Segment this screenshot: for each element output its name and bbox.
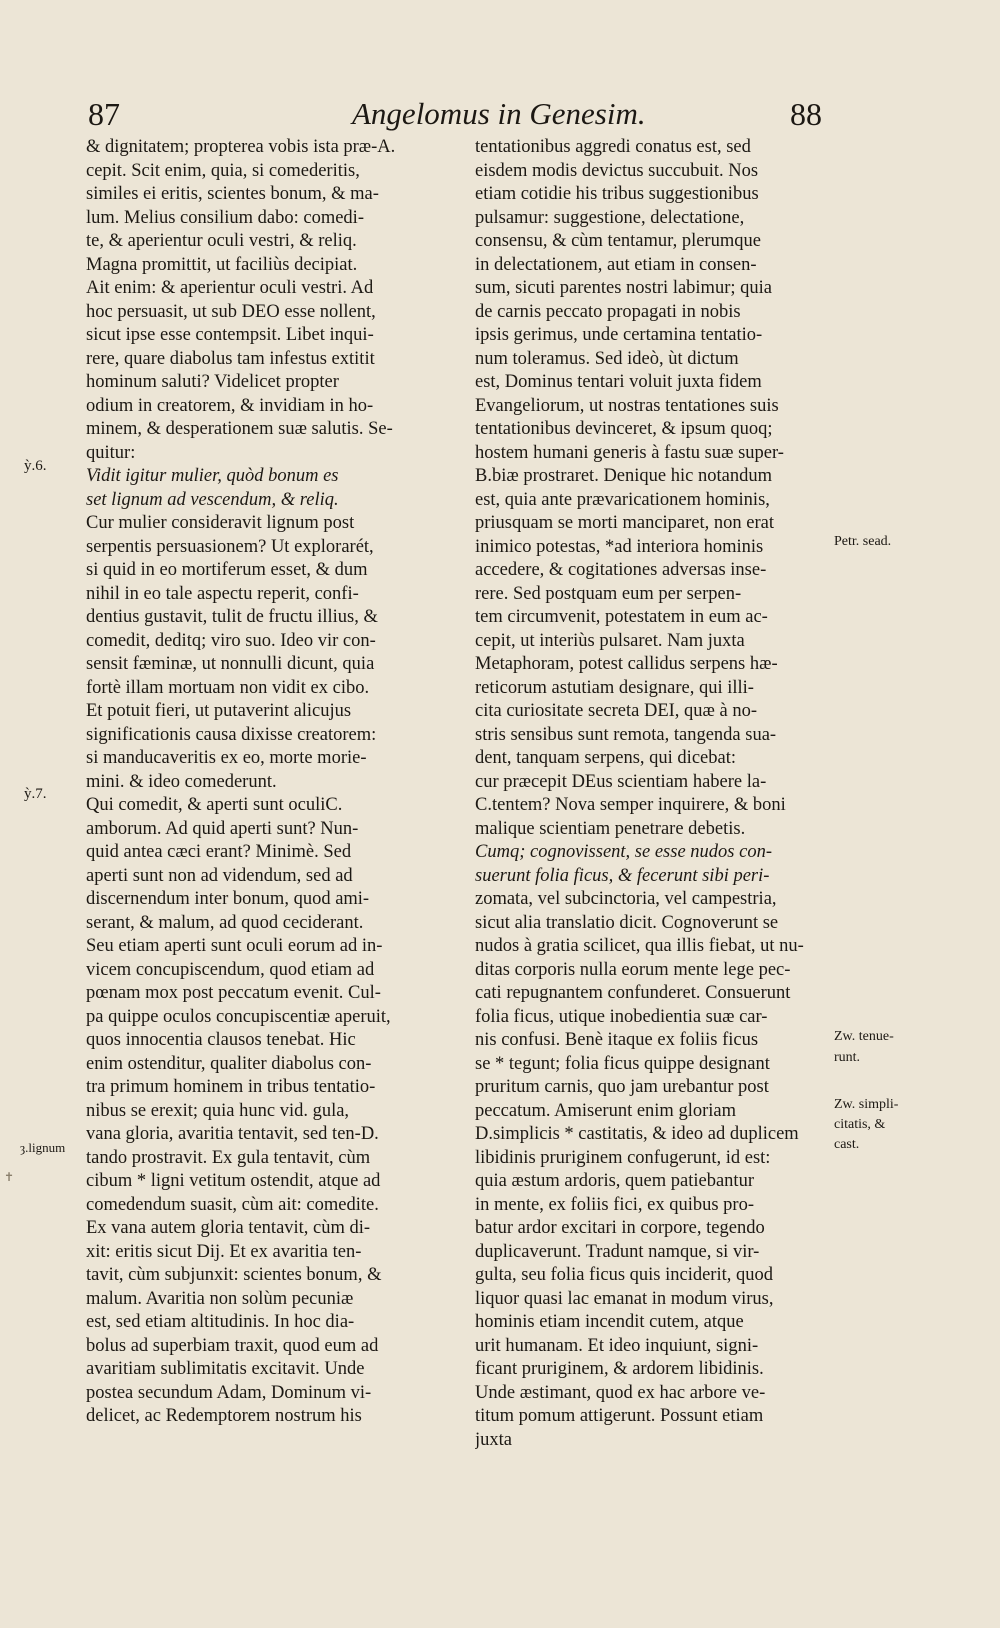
text-line: tra primum hominem in tribus tentatio- [86,1077,376,1097]
text-line: Evangeliorum, ut nostras tentationes suis [475,395,779,416]
text-line: vicem concupiscendum, quod etiam ad [86,959,375,980]
text-line: C.tentem? Nova semper inquirere, & boni [475,795,786,815]
text-line: comedit, deditq; viro suo. Ideo vir con- [86,630,376,651]
text-line: folia ficus, utique inobedientia suæ car- [475,1006,768,1027]
text-line: aperti sunt non ad videndum, sed ad [86,865,353,886]
text-line: comedendum suasit, cùm ait: comedite. [86,1194,379,1215]
text-line: tentationibus devinceret, & ipsum quoq; [475,419,773,439]
text-line: cepit, ut interiùs pulsaret. Nam juxta [475,630,745,651]
text-line: titum pomum attigerunt. Possunt etiam [475,1406,764,1426]
text-line: Et potuit fieri, ut putaverint alicujus [86,701,352,721]
text-line: delicet, ac Redemptorem nostrum his [86,1406,362,1426]
text-line: serpentis persuasionem? Ut explorarét, [86,536,374,557]
text-line: reticorum astutiam designare, qui illi- [475,677,754,698]
text-line: ditas corporis nulla eorum mente lege pec- [475,959,791,980]
text-line: Qui comedit, & aperti sunt oculiC. [86,795,343,815]
margin-note-runt: runt. [834,1050,861,1065]
text-line: quitur: [86,442,136,463]
text-line: pulsamur: suggestione, delectatione, [475,207,745,228]
text-line: lum. Melius consilium dabo: comedi- [86,207,364,228]
text-line: hoc persuasit, ut sub DEO esse nollent, [86,301,376,322]
text-line: tentationibus aggredi conatus est, sed [475,137,751,157]
text-line: zomata, vel subcinctoria, vel campestria, [475,889,777,909]
text-line: se * tegunt; folia ficus quippe designant [475,1053,770,1074]
margin-cross-mark: ✝ [4,1170,15,1184]
text-line: sum, sicuti parentes nostri labimur; quia [475,278,772,298]
text-line: dentius gustavit, tulit de fructu illius, & [86,607,378,627]
text-line: ficant pruriginem, & ardorem libidinis. [475,1359,764,1379]
text-line: malique scientiam penetrare debetis. [475,818,746,839]
text-line: quos innocentia clausos tenebat. Hic [86,1030,356,1050]
text-line: similes ei eritis, scientes bonum, & ma- [86,184,379,204]
text-line: te, & aperientur oculi vestri, & reliq. [86,231,357,251]
text-line: Magna promittit, ut faciliùs decipiat. [86,254,358,275]
text-line: & dignitatem; propterea vobis ista præ-A. [86,137,396,157]
margin-verse-6: ỳ.6. [24,458,47,474]
text-line: Ait enim: & aperientur oculi vestri. Ad [86,278,374,298]
text-line: mini. & ideo comederunt. [86,771,277,792]
margin-note-citatis: citatis, & [834,1117,886,1132]
text-line: vana gloria, avaritia tentavit, sed ten-D. [86,1124,379,1144]
text-line: etiam cotidie his tribus suggestionibus [475,184,759,204]
text-line: si manducaveritis ex eo, morte morie- [86,748,367,768]
text-line: cepit. Scit enim, quia, si comederitis, [86,160,360,181]
text-line: juxta [475,1429,512,1450]
text-line: quia æstum ardoris, quem patiebantur [475,1171,754,1191]
text-line: avaritiam sublimitatis excitavit. Unde [86,1359,365,1379]
text-line: Metaphoram, potest callidus serpens hæ- [475,654,778,674]
text-line: accedere, & cogitationes adversas inse- [475,560,767,580]
text-line: pa quippe oculos concupiscentiæ aperuit, [86,1006,391,1027]
text-line: tando prostravit. Ex gula tentavit, cùm [86,1147,371,1168]
text-line: est, sed etiam altitudinis. In hoc dia- [86,1312,355,1332]
margin-verse-7: ỳ.7. [24,786,47,802]
text-line: inimico potestas, *ad interiora hominis [475,536,764,557]
text-line: nudos à gratia scilicet, qua illis fiebat, ut nu- [475,936,804,956]
text-line: urit humanam. Et ideo inquiunt, signi- [475,1335,759,1356]
text-line: dent, tanquam serpens, qui dicebat: [475,748,736,768]
text-line: malum. Avaritia non solùm pecuniæ [86,1288,354,1309]
text-line: tavit, cùm subjunxit: scientes bonum, & [86,1265,382,1285]
text-line: serant, & malum, ad quod ceciderant. [86,912,364,933]
text-line: consensu, & cùm tentamur, plerumque [475,231,761,251]
text-line: in mente, ex foliis fici, ex quibus pro- [475,1194,754,1215]
text-line: rere. Sed postquam eum per serpen- [475,583,742,604]
margin-note-lignum: ȝ.lignum [20,1140,66,1155]
text-line: fortè illam mortuam non vidit ex cibo. [86,677,370,698]
text-line: pruritum carnis, quo jam urebantur post [475,1077,769,1097]
text-line: libidinis pruriginem confugerunt, id est: [475,1147,771,1168]
page-number-left: 87 [88,96,120,132]
text-line: odium in creatorem, & invidiam in ho- [86,395,374,416]
margin-note-cast: cast. [834,1137,860,1152]
text-line: tem circumvenit, potestatem in eum ac- [475,607,768,627]
text-line: bolus ad superbiam traxit, quod eum ad [86,1335,379,1356]
text-line: nis confusi. Benè itaque ex foliis ficus [475,1030,759,1050]
text-line: stris sensibus sunt remota, tangenda sua- [475,724,777,745]
text-line: eisdem modis devictus succubuit. Nos [475,160,759,181]
right-column [475,136,840,1452]
text-line: suerunt folia ficus, & fecerunt sibi peri- [475,865,770,886]
text-line: nihil in eo tale aspectu reperit, confi- [86,583,359,604]
text-line: Vidit igitur mulier, quòd bonum es [86,466,339,486]
page-header [0,96,1000,140]
margin-note-zw-simpli: Zw. simpli- [834,1097,899,1112]
text-line: pœnam mox post peccatum evenit. Cul- [86,983,381,1003]
text-line: sicut alia translatio dicit. Cognoverunt se [475,912,779,933]
text-line: duplicaverunt. Tradunt namque, si vir- [475,1241,760,1262]
text-line: batur ardor excitari in corpore, tegendo [475,1218,765,1238]
text-line: sicut ipse esse contempsit. Libet inqui- [86,325,374,345]
text-line: si quid in eo mortiferum esset, & dum [86,560,368,580]
text-line: hominum saluti? Videlicet propter [86,372,339,392]
text-line: Unde æstimant, quod ex hac arbore ve- [475,1382,766,1403]
text-line: postea secundum Adam, Dominum vi- [86,1382,372,1403]
margin-note-zw-tenue: Zw. tenue- [834,1029,894,1044]
text-line: est, quia ante prævaricationem hominis, [475,489,770,510]
text-line: D.simplicis * castitatis, & ideo ad duplicem [475,1124,799,1144]
text-line: ipsis gerimus, unde certamina tentatio- [475,325,763,345]
text-line: gulta, seu folia ficus quis inciderit, quod [475,1265,773,1285]
text-line: est, Dominus tentari voluit juxta fidem [475,372,762,392]
text-line: sensit fæminæ, ut nonnulli dicunt, quia [86,654,375,674]
text-line: in delectationem, aut etiam in consen- [475,254,757,275]
text-line: peccatum. Amiserunt enim gloriam [475,1100,736,1121]
text-line: set lignum ad vescendum, & reliq. [86,489,339,510]
text-line: quid antea cæci erant? Minimè. Sed [86,842,352,862]
text-line: Cumq; cognovissent, se esse nudos con- [475,842,772,862]
text-line: enim ostenditur, qualiter diabolus con- [86,1053,372,1074]
text-line: de carnis peccato propagati in nobis [475,301,741,322]
text-line: discernendum inter bonum, quod ami- [86,889,370,909]
margin-note-petr: Petr. sead. [834,534,892,549]
text-line: nibus se erexit; quia hunc vid. gula, [86,1100,350,1121]
text-line: priusquam se morti manciparet, non erat [475,513,774,533]
text-line: Ex vana autem gloria tentavit, cùm di- [86,1218,371,1238]
text-line: liquor quasi lac emanat in modum virus, [475,1288,774,1309]
text-line: num toleramus. Sed ideò, ùt dictum [475,348,739,369]
text-line: hominis etiam incendit cutem, atque [475,1312,744,1332]
text-line: xit: eritis sicut Dij. Et ex avaritia ten- [86,1241,362,1262]
text-line: Seu etiam aperti sunt oculi eorum ad in- [86,936,383,956]
text-line: Cur mulier consideravit lignum post [86,513,355,533]
text-line: minem, & desperationem suæ salutis. Se- [86,419,393,439]
text-line: rere, quare diabolus tam infestus extitit [86,348,375,369]
text-line: amborum. Ad quid aperti sunt? Nun- [86,818,359,839]
text-line: cati repugnantem confunderet. Consuerunt [475,983,791,1003]
left-column [86,136,456,1429]
text-line: cibum * ligni vetitum ostendit, atque ad [86,1171,381,1191]
running-title: Angelomus in Genesim. [352,96,646,131]
text-line: hostem humani generis à fastu suæ super- [475,442,784,463]
text-line: significationis causa dixisse creatorem: [86,724,377,745]
text-line: B.biæ prostraret. Denique hic notandum [475,466,772,486]
text-line: cur præcepit DEus scientiam habere la- [475,771,767,792]
page-number-right: 88 [790,96,822,132]
text-line: cita curiositate secreta DEI, quæ à no- [475,701,758,721]
